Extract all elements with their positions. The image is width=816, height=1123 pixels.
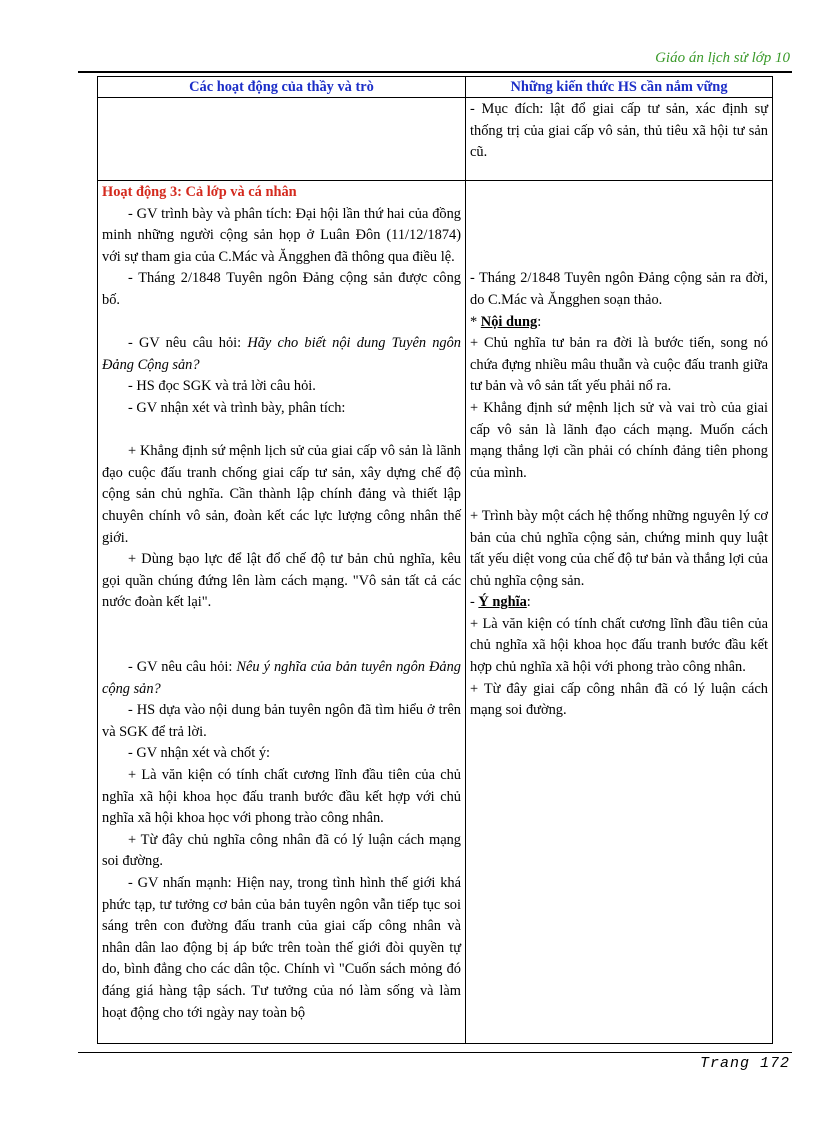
document-header-title: Giáo án lịch sử lớp 10: [655, 50, 790, 66]
knowledge-paragraph: + Khẳng định sứ mệnh lịch sử và vai trò của giai cấp vô sản là lãnh đạo cách mạng. Muốn cách mạng thắng lợi cần phải có chính đảng tiên phong của mình.: [470, 399, 768, 481]
spacer: [470, 247, 768, 269]
activity-paragraph: + Dùng bạo lực để lật đổ chế độ tư bản chủ nghĩa, kêu gọi quần chúng đứng lên làm cách mạng. "Vô sản tất cả các nước đoàn kết lại".: [102, 551, 461, 611]
spacer: [470, 182, 768, 204]
activity-paragraph: - GV trình bày và phân tích: Đại hội lần thứ hai của đồng minh những người cộng sản họp ở Luân Đôn (11/12/1874) với sự tham gia của C.Mác và Ăngghen đã thông qua điều lệ.: [102, 205, 461, 265]
teacher-question: - GV nêu câu hỏi: Nêu ý nghĩa của bản tuyên ngôn Đảng cộng sản?: [102, 659, 461, 697]
knowledge-cell: [466, 98, 773, 181]
purpose-text: - Mục đích: lật đổ giai cấp tư sản, xác định sự thống trị của giai cấp vô sản, thủ tiêu xã hội tư sản cũ.: [470, 101, 768, 161]
activity-paragraph: + Là văn kiện có tính chất cương lĩnh đầu tiên của chủ nghĩa xã hội khoa học đấu tranh bước đầu kết hợp với chủ nghĩa xã hội khoa học với phong trào công nhân.: [102, 767, 461, 827]
spacer: [102, 614, 461, 636]
activity-paragraph: - HS dựa vào nội dung bản tuyên ngôn đã tìm hiểu ở trên và SGK để trả lời.: [102, 702, 461, 740]
activity-paragraph: + Khẳng định sứ mệnh lịch sử của giai cấp vô sản là lãnh đạo cuộc đấu tranh chống giai cấp tư sản, xây dựng chế độ cộng sản chủ nghĩa. Cần thành lập chính đảng và thiết lập chuyên chính vô sản, đoàn kết các lực lượng công nhân thế giới.: [102, 443, 461, 546]
knowledge-paragraph: - Tháng 2/1848 Tuyên ngôn Đảng cộng sản ra đời, do C.Mác và Ăngghen soạn thảo.: [470, 270, 768, 308]
spacer: [470, 225, 768, 247]
knowledge-paragraph: + Trình bày một cách hệ thống những nguyên lý cơ bản của chủ nghĩa cộng sản, chứng minh quy luật tất yếu diệt vong của chế độ tư bản và thắng lợi của chủ nghĩa cộng sản.: [470, 507, 768, 589]
table-header-row: [98, 77, 773, 98]
table-row: [98, 181, 773, 1044]
activity-paragraph: - HS đọc SGK và trả lời câu hỏi.: [128, 378, 316, 395]
spacer: [102, 635, 461, 657]
content-heading: * Nội dung:: [470, 313, 542, 330]
activity-paragraph: - GV nhấn mạnh: Hiện nay, trong tình hình thế giới khá phức tạp, tư tưởng cơ bản của bản tuyên ngôn vẫn tiếp tục soi sáng trên con đường đấu tranh của giai cấp công nhân và nhân dân lao động bị áp bức trên toàn thế giới đòi quyền tự do, bình đẳng cho các dân tộc. Chính vì "Cuốn sách mỏng đó đáng giá hàng tập sách. Tư tưởng của nó làm sống và làm hoạt động cho tới ngày nay toàn bộ: [102, 875, 461, 1021]
footer-divider: [78, 1052, 792, 1053]
column-header-knowledge: Những kiến thức HS cần nắm vững: [466, 77, 773, 98]
knowledge-paragraph: + Chủ nghĩa tư bản ra đời là bước tiến, song nó chứa đựng nhiều mâu thuẫn và cuộc đấu tranh giữa tư bản và vô sản tất yếu phải nổ ra.: [470, 335, 768, 395]
lesson-table: [97, 76, 773, 1044]
page-number: Trang 172: [699, 1055, 790, 1072]
significance-heading: - Ý nghĩa:: [470, 594, 531, 611]
knowledge-paragraph: + Từ đây giai cấp công nhân đã có lý luận cách mạng soi đường.: [470, 680, 768, 719]
activity-paragraph: - GV nhận xét và chốt ý:: [128, 745, 271, 762]
knowledge-cell: [466, 181, 773, 1044]
header-divider: [78, 71, 792, 73]
spacer: [102, 420, 461, 442]
column-header-activities: Các hoạt động của thầy và trò: [98, 77, 466, 98]
activities-cell: [98, 181, 466, 1044]
spacer: [470, 204, 768, 226]
activity-paragraph: + Từ đây chủ nghĩa công nhân đã có lý luận cách mạng soi đường.: [102, 831, 461, 870]
activity-paragraph: - GV nhận xét và trình bày, phân tích:: [128, 399, 346, 416]
knowledge-paragraph: + Là văn kiện có tính chất cương lĩnh đầu tiên của chủ nghĩa xã hội khoa học đấu tranh bước đầu kết hợp chủ nghĩa xã hội với phong trào công nhân.: [470, 615, 768, 676]
activity-heading: Hoạt động 3: Cả lớp và cá nhân: [102, 184, 297, 200]
activity-paragraph: - Tháng 2/1848 Tuyên ngôn Đảng cộng sản được công bố.: [102, 270, 461, 308]
spacer: [470, 484, 768, 506]
activities-cell: [98, 98, 466, 181]
spacer: [102, 312, 461, 334]
teacher-question: - GV nêu câu hỏi: Hãy cho biết nội dung Tuyên ngôn Đảng Cộng sản?: [102, 335, 461, 373]
table-row: [98, 98, 773, 181]
